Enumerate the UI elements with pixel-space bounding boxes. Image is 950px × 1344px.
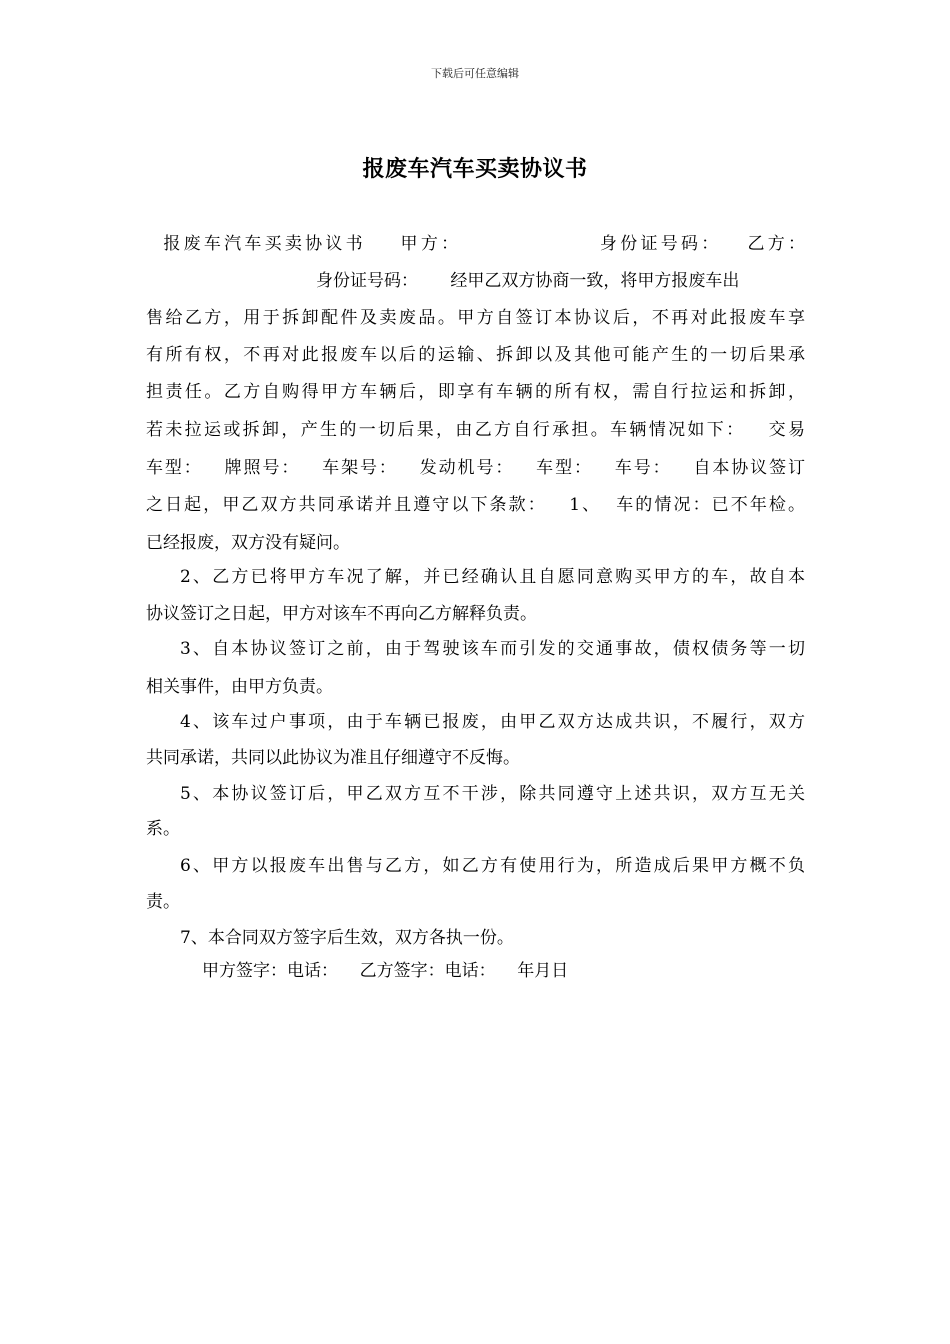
paragraph-line: 有所有权，不再对此报废车以后的运输、拆卸以及其他可能产生的一切后果承 [146,345,805,365]
paragraph-line: 车型： 牌照号： 车架号： 发动机号： 车型： 车号： 自本协议签订 [146,458,805,478]
clause-3-line: 相关事件，由甲方负责。 [146,677,333,697]
paragraph-line: 之日起，甲乙双方共同承诺并且遵守以下条款： 1、 车的情况：已不年检。 [146,495,805,515]
header-note: 下载后可任意编辑 [431,67,519,80]
clause-6-line: 责。 [146,892,180,912]
signature-line: 甲方签字：电话： 乙方签字：电话： 年月日 [202,961,569,981]
clause-2-line: 协议签订之日起，甲方对该车不再向乙方解释负责。 [146,604,537,624]
clause-3-line: 3、自本协议签订之前，由于驾驶该车而引发的交通事故，债权债务等一切 [180,639,805,659]
clause-4-line: 共同承诺，共同以此协议为准且仔细遵守不反悔。 [146,748,520,768]
clause-5-line: 系。 [146,819,180,839]
clause-6-line: 6、甲方以报废车出售与乙方，如乙方有使用行为，所造成后果甲方概不负 [180,856,805,876]
clause-7-line: 7、本合同双方签字后生效，双方各执一份。 [180,928,514,948]
clause-5-line: 5、本协议签订后，甲乙双方互不干涉，除共同遵守上述共识，双方互无关 [180,784,805,804]
paragraph-line: 已经报废，双方没有疑问。 [146,533,350,553]
clause-2-line: 2、乙方已将甲方车况了解，并已经确认且自愿同意购买甲方的车，故自本 [180,567,805,587]
paragraph-line: 担责任。乙方自购得甲方车辆后，即享有车辆的所有权，需自行拉运和拆卸， [146,382,805,402]
document-title: 报废车汽车买卖协议书 [362,156,588,182]
clause-4-line: 4、该车过户事项，由于车辆已报废，由甲乙双方达成共识，不履行，双方 [180,712,805,732]
paragraph-line: 报废车汽车买卖协议书 甲方： 身份证号码： 乙方： [146,234,805,254]
paragraph-line: 售给乙方，用于拆卸配件及卖废品。甲方自签订本协议后，不再对此报废车享 [146,308,805,328]
paragraph-line: 身份证号码： 经甲乙双方协商一致，将甲方报废车出 [316,271,740,291]
paragraph-line: 若未拉运或拆卸，产生的一切后果，由乙方自行承担。车辆情况如下： 交易 [146,420,805,440]
